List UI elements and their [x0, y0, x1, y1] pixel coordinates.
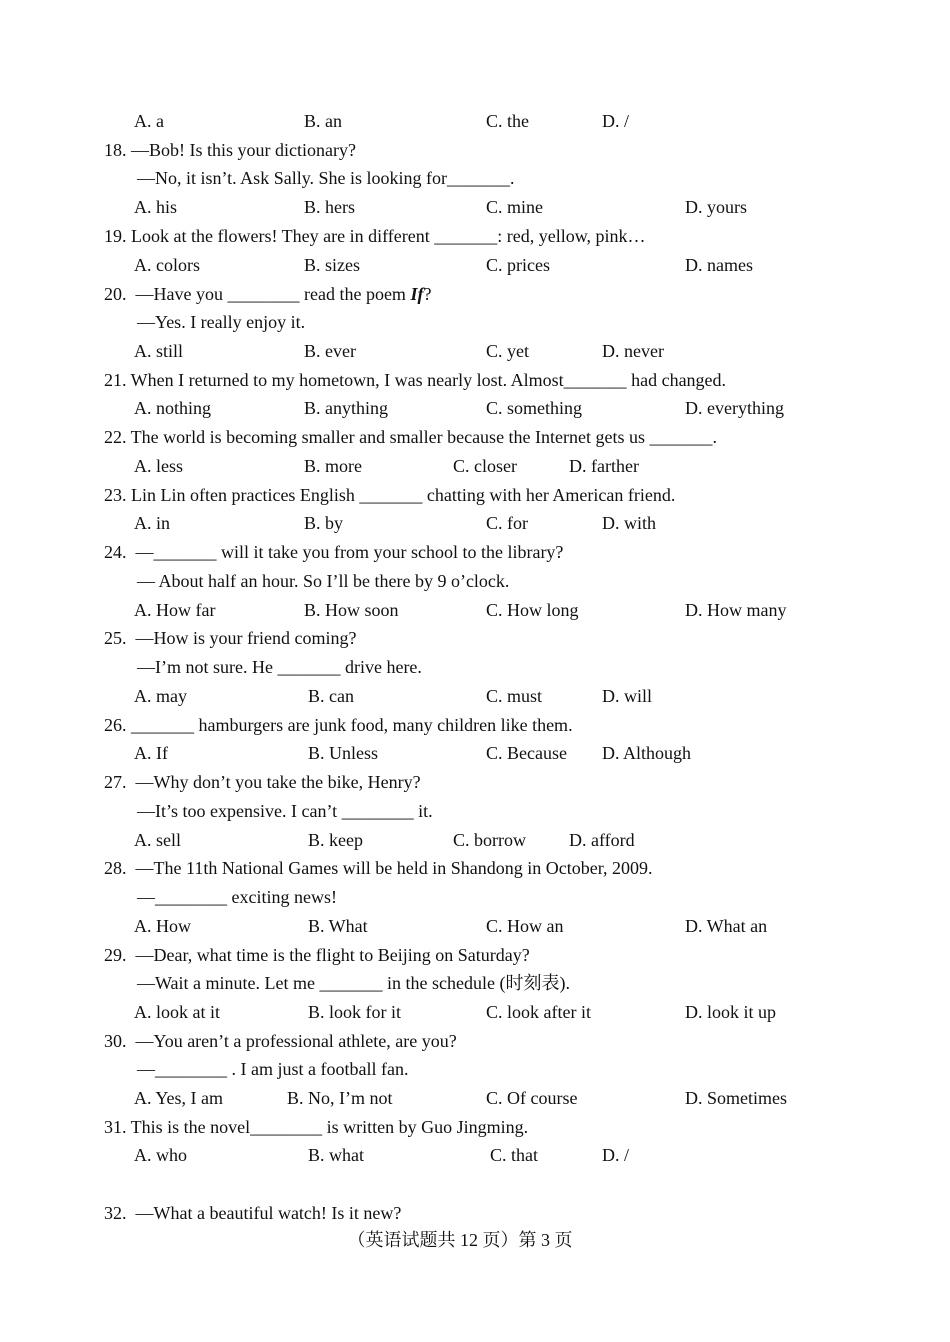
q32-stem: 32. —What a beautiful watch! Is it new?	[104, 1203, 402, 1223]
q20-option-c: C. yet	[486, 341, 529, 361]
q20-question-mark: ?	[423, 284, 432, 304]
q28-option-b: B. What	[308, 916, 368, 936]
q20-stem-line	[104, 283, 431, 305]
q28-option-a: A. How	[134, 916, 191, 936]
q26-option-a: A. If	[134, 743, 168, 763]
q26-option-c: C. Because	[486, 743, 567, 763]
q29-option-c: C. look after it	[486, 1002, 591, 1022]
q27-option-d: D. afford	[569, 830, 635, 850]
q28-stem: 28. —The 11th National Games will be held in Shandong in October, 2009.	[104, 858, 653, 878]
q29-option-a: A. look at it	[134, 1002, 220, 1022]
q21-option-c: C. something	[486, 398, 583, 418]
q20-option-b: B. ever	[304, 341, 356, 361]
q18-response: —No, it isn’t. Ask Sally. She is looking for_______.	[137, 168, 515, 188]
q22-option-b: B. more	[304, 456, 362, 476]
q20-poem-title: If	[410, 284, 424, 304]
q22-option-a: A. less	[134, 456, 183, 476]
q24-option-a: A. How far	[134, 600, 216, 620]
q18-stem: 18. —Bob! Is this your dictionary?	[104, 140, 356, 160]
q27-response: —It’s too expensive. I can’t ________ it.	[137, 801, 433, 821]
q25-option-b: B. can	[308, 686, 354, 706]
q17-option-c: C. the	[486, 111, 529, 131]
q23-option-d: D. with	[602, 513, 656, 533]
q22-option-d: D. farther	[569, 456, 639, 476]
q17-option-b: B. an	[304, 111, 342, 131]
q24-option-d: D. How many	[685, 600, 787, 620]
q20-response: —Yes. I really enjoy it.	[137, 312, 306, 332]
q18-option-b: B. hers	[304, 197, 355, 217]
q22-option-c: C. closer	[453, 456, 517, 476]
q25-option-a: A. may	[134, 686, 187, 706]
q28-option-c: C. How an	[486, 916, 564, 936]
q21-option-a: A. nothing	[134, 398, 212, 418]
q31-option-a: A. who	[134, 1145, 187, 1165]
q26-option-b: B. Unless	[308, 743, 379, 763]
q27-option-b: B. keep	[308, 830, 363, 850]
q19-option-d: D. names	[685, 255, 753, 275]
q18-option-c: C. mine	[486, 197, 543, 217]
q19-stem: 19. Look at the flowers! They are in different _______: red, yellow, pink…	[104, 226, 646, 246]
q29-option-d: D. look it up	[685, 1002, 777, 1022]
q26-option-d: D. Although	[602, 743, 692, 763]
q20-stem: 20. —Have you ________ read the poem	[104, 284, 411, 304]
q24-stem: 24. —_______ will it take you from your school to the library?	[104, 542, 564, 562]
q31-option-d: D. /	[602, 1145, 629, 1165]
q31-option-b: B. what	[308, 1145, 364, 1165]
q28-option-d: D. What an	[685, 916, 768, 936]
q27-option-c: C. borrow	[453, 830, 526, 850]
q29-stem: 29. —Dear, what time is the flight to Beijing on Saturday?	[104, 945, 530, 965]
q19-option-a: A. colors	[134, 255, 200, 275]
q22-stem: 22. The world is becoming smaller and smaller because the Internet gets us _______.	[104, 427, 718, 447]
q25-option-d: D. will	[602, 686, 653, 706]
q24-response: — About half an hour. So I’ll be there by 9 o’clock.	[137, 571, 510, 591]
page-footer	[0, 1229, 950, 1251]
page-number-text: （英语试题共 12 页）第 3 页	[347, 1230, 573, 1250]
q23-stem: 23. Lin Lin often practices English _______ chatting with her American friend.	[104, 485, 676, 505]
q25-stem: 25. —How is your friend coming?	[104, 628, 357, 648]
q21-option-b: B. anything	[304, 398, 388, 418]
q24-option-c: C. How long	[486, 600, 579, 620]
q30-response: —________ . I am just a football fan.	[137, 1059, 409, 1079]
q25-option-c: C. must	[486, 686, 543, 706]
q23-option-c: C. for	[486, 513, 528, 533]
q24-option-b: B. How soon	[304, 600, 399, 620]
q17-option-a: A. a	[134, 111, 164, 131]
q31-option-c: C. that	[490, 1145, 538, 1165]
q30-option-d: D. Sometimes	[685, 1088, 787, 1108]
q30-option-b: B. No, I’m not	[287, 1088, 393, 1108]
q29-response: —Wait a minute. Let me _______ in the schedule (时刻表).	[137, 973, 570, 993]
q27-stem: 27. —Why don’t you take the bike, Henry?	[104, 772, 421, 792]
q23-option-b: B. by	[304, 513, 344, 533]
q25-response: —I’m not sure. He _______ drive here.	[137, 657, 422, 677]
q31-stem: 31. This is the novel________ is written by Guo Jingming.	[104, 1117, 529, 1137]
q28-response: —________ exciting news!	[137, 887, 337, 907]
q30-option-c: C. Of course	[486, 1088, 578, 1108]
q30-stem: 30. —You aren’t a professional athlete, are you?	[104, 1031, 457, 1051]
q21-option-d: D. everything	[685, 398, 784, 418]
q21-stem: 21. When I returned to my hometown, I was nearly lost. Almost_______ had changed.	[104, 370, 727, 390]
q23-option-a: A. in	[134, 513, 170, 533]
q19-option-c: C. prices	[486, 255, 550, 275]
q17-option-d: D. /	[602, 111, 629, 131]
q20-option-a: A. still	[134, 341, 184, 361]
q18-option-d: D. yours	[685, 197, 747, 217]
q26-stem: 26. _______ hamburgers are junk food, many children like them.	[104, 715, 573, 735]
q18-option-a: A. his	[134, 197, 178, 217]
q29-option-b: B. look for it	[308, 1002, 401, 1022]
q20-option-d: D. never	[602, 341, 664, 361]
q30-option-a: A. Yes, I am	[134, 1088, 224, 1108]
q19-option-b: B. sizes	[304, 255, 360, 275]
q27-option-a: A. sell	[134, 830, 181, 850]
